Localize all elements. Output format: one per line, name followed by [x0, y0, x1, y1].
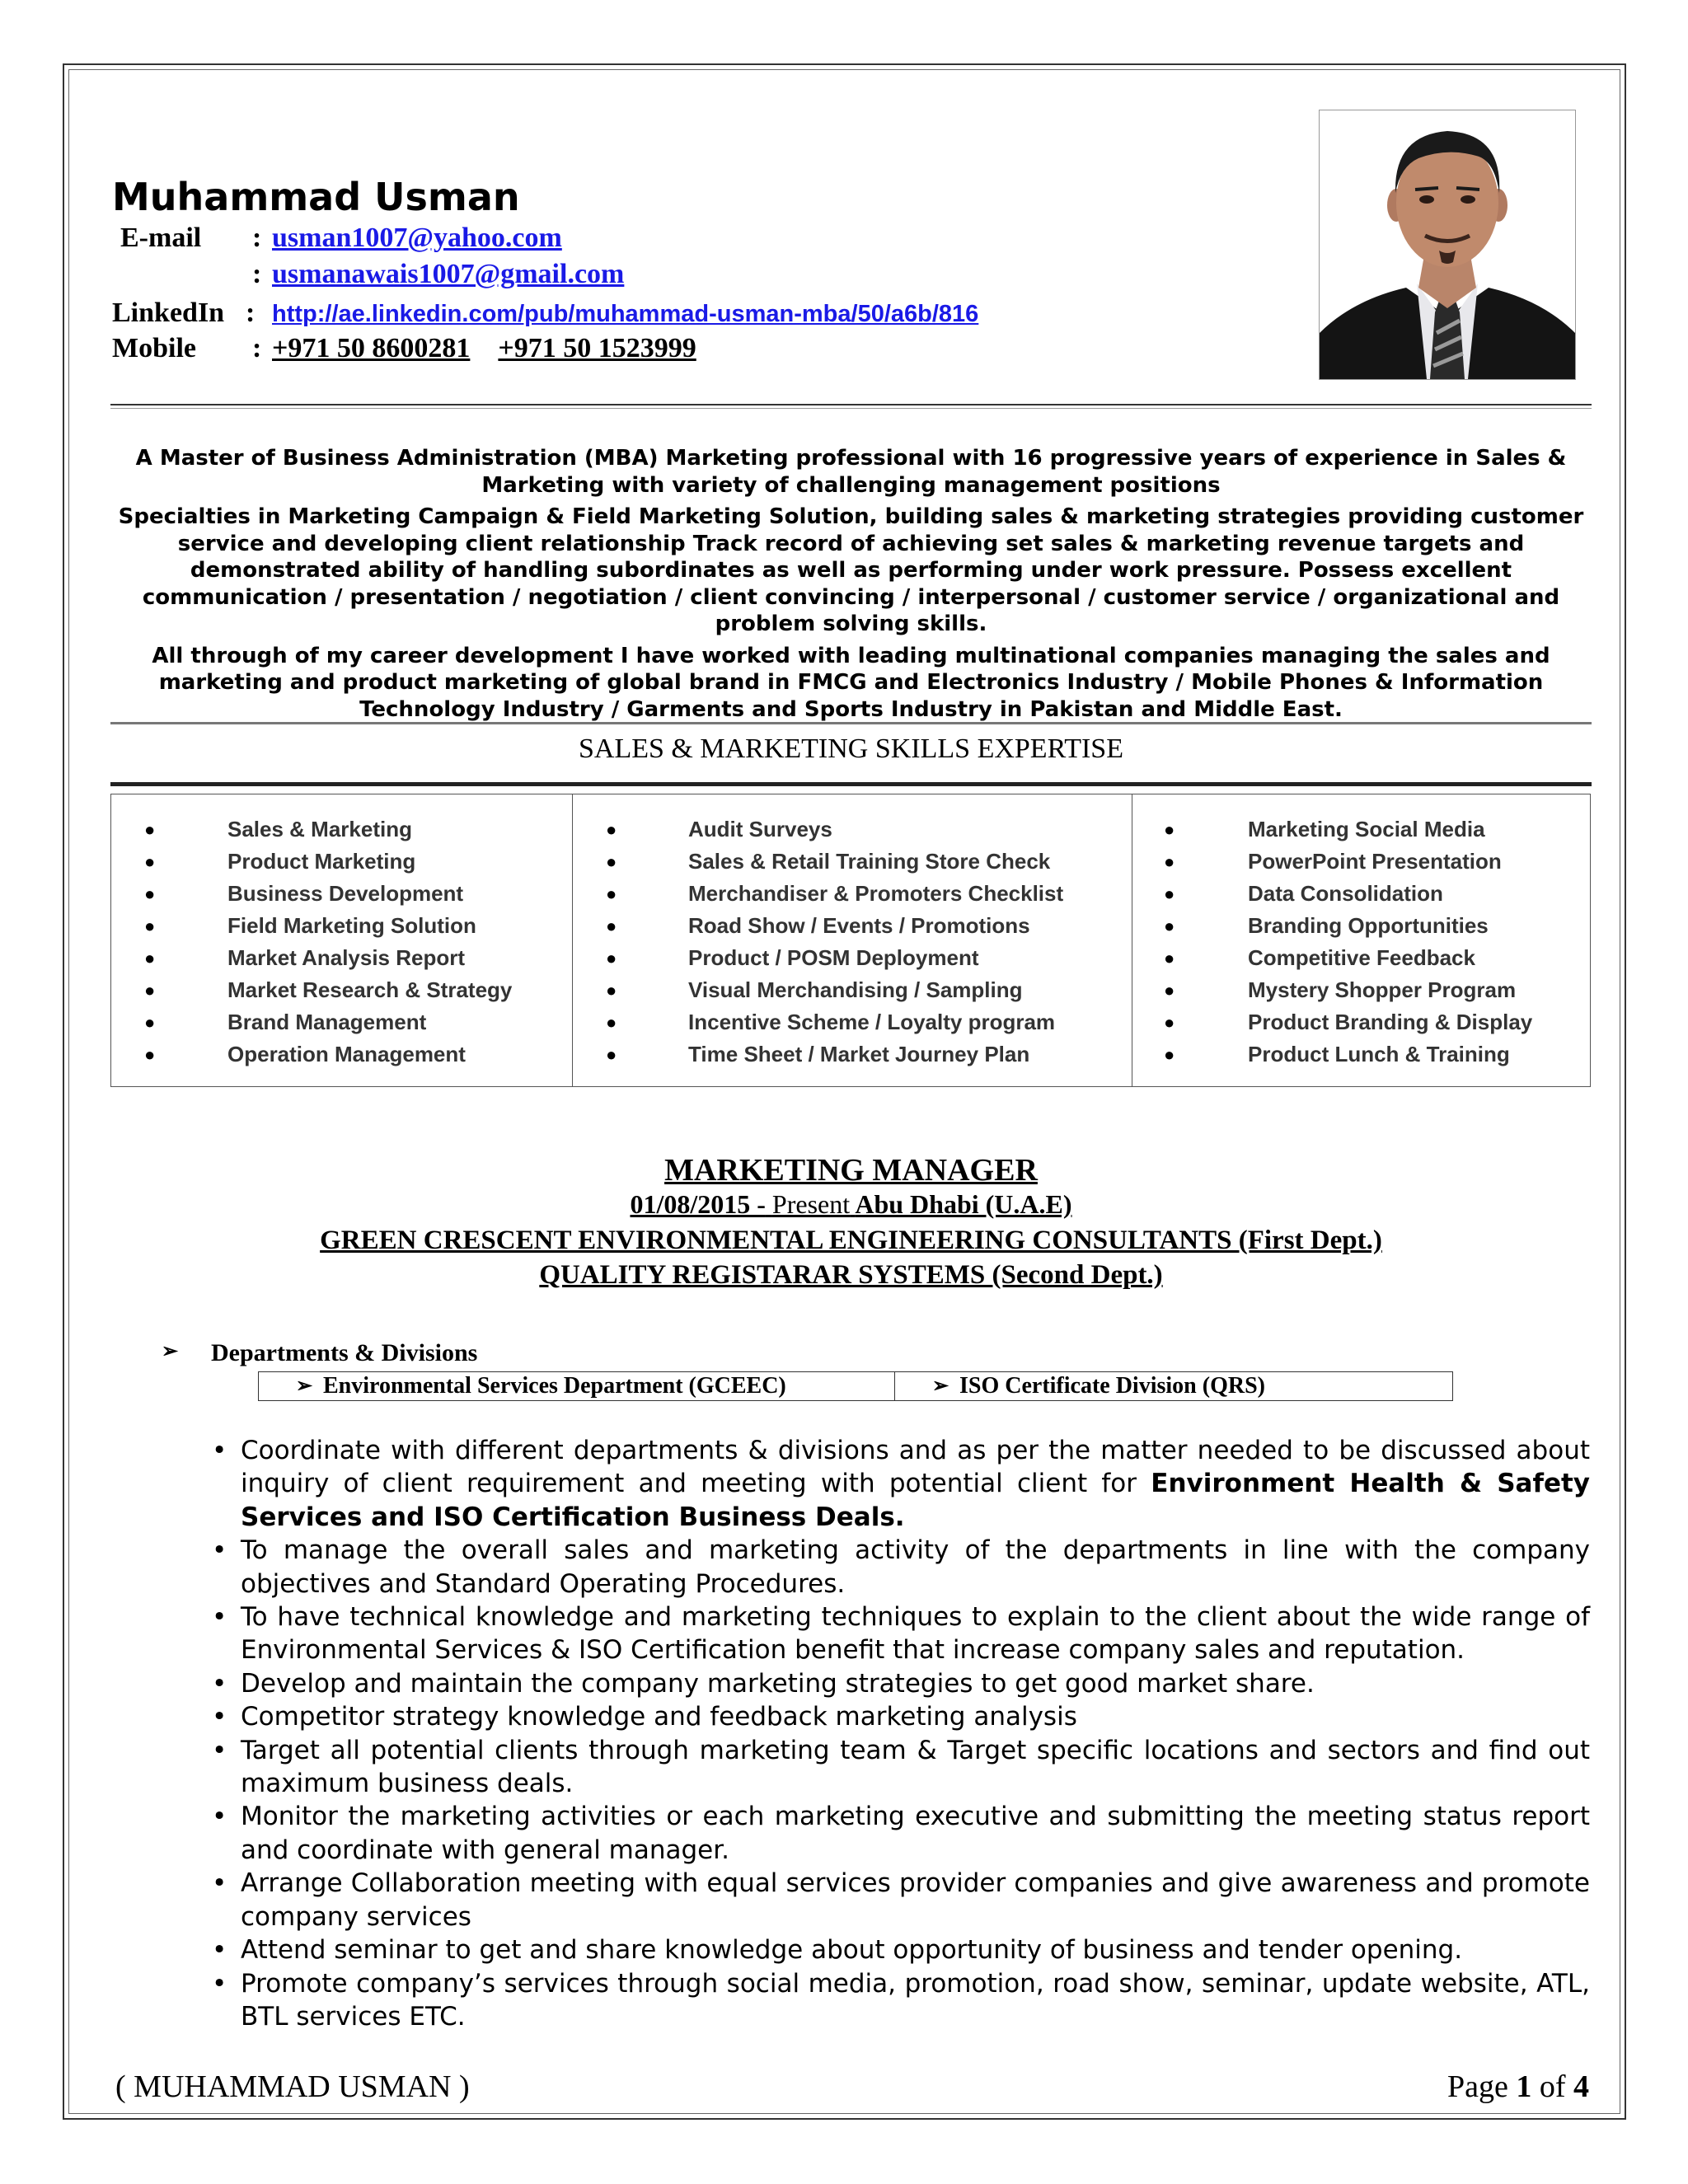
skill-item: Product Lunch & Training	[1248, 1042, 1510, 1066]
skill-item: Field Marketing Solution	[227, 913, 476, 938]
job-location: Abu Dhabi (U.A.E)	[855, 1189, 1072, 1219]
duty-text: Attend seminar to get and share knowledge about opportunity of business and tender opening.	[241, 1935, 1463, 1966]
mobile-label: Mobile	[112, 333, 196, 363]
skills-column-1	[111, 794, 572, 1086]
linkedin-link[interactable]: http://ae.linkedin.com/pub/muhammad-usman-mba/50/a6b/816	[272, 301, 979, 327]
bullet: •	[212, 1802, 227, 1832]
skill-bullet: ●	[606, 948, 617, 968]
page-number	[1447, 2069, 1589, 2105]
professional-summary	[115, 445, 1587, 723]
skill-item: Product / POSM Deployment	[688, 945, 979, 970]
skill-bullet: ●	[144, 819, 156, 840]
duty-item	[208, 1534, 1590, 1601]
skills-title-divider	[110, 782, 1592, 787]
bullet: •	[212, 1868, 227, 1899]
bullet: •	[212, 1935, 227, 1966]
skill-bullet: ●	[606, 1044, 617, 1065]
job-present: Present	[771, 1189, 851, 1219]
bullet: •	[212, 1668, 227, 1699]
of-word: of	[1539, 2069, 1566, 2104]
duty-item	[208, 1867, 1590, 1933]
duty-item	[208, 1967, 1590, 2034]
bullet: •	[212, 1735, 227, 1765]
skill-bullet: ●	[144, 1012, 156, 1033]
skill-bullet: ●	[144, 1044, 156, 1065]
duty-item	[208, 1800, 1590, 1867]
linkedin-label: LinkedIn	[112, 298, 225, 328]
page-current: 1	[1516, 2069, 1532, 2104]
duty-text: Promote company’s services through social media, promotion, road show, seminar, update website, ATL, BTL services ETC.	[241, 1968, 1590, 2032]
arrow-icon: ➢	[932, 1376, 950, 1397]
departments-heading-label: Departments & Divisions	[211, 1339, 478, 1366]
duty-text: Arrange Collaboration meeting with equal services provider companies and give awareness and promote company services	[241, 1868, 1590, 1932]
skill-bullet: ●	[144, 851, 156, 872]
colon: :	[246, 298, 256, 328]
summary-paragraph-1: A Master of Business Administration (MBA) Marketing professional with 16 progressive years of experience in Sales & Marketing with variety of challenging management positions	[135, 446, 1567, 498]
skill-item: Visual Merchandising / Sampling	[688, 977, 1023, 1002]
skill-item: Road Show / Events / Promotions	[688, 913, 1030, 938]
profile-photo-portrait	[1320, 110, 1575, 379]
skill-bullet: ●	[1164, 851, 1175, 872]
skill-bullet: ●	[144, 883, 156, 904]
skills-column-3	[1132, 794, 1590, 1086]
duty-text: Target all potential clients through marketing team & Target specific locations and sectors and find out maximum business deals.	[241, 1735, 1590, 1799]
header-divider	[110, 404, 1592, 409]
email-row-1	[112, 223, 562, 254]
bullet: •	[212, 1968, 227, 1999]
skill-bullet: ●	[1164, 980, 1175, 1001]
company-name-1: GREEN CRESCENT ENVIRONMENTAL ENGINEERING CONSULTANTS (First Dept.)	[320, 1226, 1382, 1255]
skill-item: Mystery Shopper Program	[1248, 977, 1517, 1002]
skill-bullet: ●	[606, 819, 617, 840]
duty-text: Competitor strategy knowledge and feedback marketing analysis	[241, 1702, 1077, 1732]
colon: :	[252, 333, 262, 363]
skill-item: Incentive Scheme / Loyalty program	[688, 1010, 1056, 1034]
skill-item: Operation Management	[227, 1042, 466, 1066]
skill-bullet: ●	[144, 948, 156, 968]
duty-item	[208, 1933, 1590, 1966]
duty-text: To have technical knowledge and marketing techniques to explain to the client about the wide range of Environmental Services & ISO Certification benefit that increase company sales and reputation.	[241, 1602, 1590, 1666]
skill-bullet: ●	[1164, 1044, 1175, 1065]
departments-table	[258, 1371, 1453, 1401]
duty-text: Coordinate with different departments & divisions and as per the matter needed to be discussed about inquiry of client requirement and meeting with potential client for	[241, 1436, 1590, 1499]
skill-bullet: ●	[1164, 1012, 1175, 1033]
skill-item: Product Marketing	[227, 849, 416, 874]
department-cell-1	[259, 1372, 894, 1400]
duty-item	[208, 1601, 1590, 1667]
summary-paragraph-2: Specialties in Marketing Campaign & Field Marketing Solution, building sales & marketing strategies providing customer service and developing client relationship Track record of achieving set sales & marketing revenue targets and demonstrated ability of handling subordinates as well as performing under work pressure. Possess excellent communication / presentation / negotiation / client convincing / interpersonal / customer service / organizational and problem solving skills.	[118, 504, 1584, 636]
bullet: •	[212, 1702, 227, 1732]
duty-item	[208, 1434, 1590, 1534]
profile-photo	[1319, 110, 1576, 380]
department-name-2: ISO Certificate Division (QRS)	[959, 1373, 1265, 1399]
department-cell-2	[894, 1372, 1452, 1400]
email-link-2[interactable]: usmanawais1007@gmail.com	[272, 259, 625, 289]
page-total: 4	[1573, 2069, 1589, 2104]
skill-item: Branding Opportunities	[1248, 913, 1489, 938]
skill-item: Sales & Marketing	[227, 817, 412, 841]
page-word: Page	[1447, 2069, 1508, 2104]
skill-bullet: ●	[1164, 819, 1175, 840]
colon: :	[252, 223, 262, 253]
footer-name: ( MUHAMMAD USMAN )	[115, 2069, 470, 2104]
skill-item: Market Research & Strategy	[227, 977, 513, 1002]
duty-text-bold: Environment Health & Safety Services and ISO Certification Business Deals.	[241, 1469, 1591, 1532]
job-start-date: 01/08/2015 -	[630, 1189, 766, 1219]
mobile-row	[112, 333, 724, 364]
skill-bullet: ●	[606, 916, 617, 936]
skill-item: Business Development	[227, 881, 464, 906]
email-label: E-mail	[120, 223, 202, 253]
skill-item: PowerPoint Presentation	[1248, 849, 1502, 874]
bullet: •	[212, 1602, 227, 1633]
duty-text: To manage the overall sales and marketing activity of the departments in line with the company objectives and Standard Operating Procedures.	[241, 1535, 1590, 1599]
skill-item: Marketing Social Media	[1248, 817, 1485, 841]
skill-bullet: ●	[144, 916, 156, 936]
arrow-icon: ➢	[162, 1341, 179, 1362]
skill-item: Merchandiser & Promoters Checklist	[688, 881, 1064, 906]
skill-item: Data Consolidation	[1248, 881, 1443, 906]
skill-bullet: ●	[606, 980, 617, 1001]
departments-heading	[162, 1339, 477, 1367]
colon: :	[252, 259, 262, 289]
skill-item: Brand Management	[227, 1010, 427, 1034]
bullet: •	[212, 1535, 227, 1566]
bullet: •	[212, 1436, 227, 1465]
job-dates-location	[110, 1189, 1592, 1220]
linkedin-row	[112, 298, 978, 329]
skill-item: Product Branding & Display	[1248, 1010, 1533, 1034]
department-name-1: Environmental Services Department (GCEEC)	[323, 1373, 786, 1399]
candidate-name: Muhammad Usman	[112, 175, 520, 219]
skill-item: Market Analysis Report	[227, 945, 466, 970]
duty-item	[208, 1734, 1590, 1801]
mobile-number-2: +971 50 1523999	[498, 333, 696, 363]
skills-section-title: SALES & MARKETING SKILLS EXPERTISE	[579, 733, 1123, 764]
job-title: MARKETING MANAGER	[664, 1153, 1038, 1188]
skill-bullet: ●	[606, 1012, 617, 1033]
skill-bullet: ●	[1164, 916, 1175, 936]
skill-bullet: ●	[606, 883, 617, 904]
mobile-number-1: +971 50 8600281	[272, 333, 471, 363]
email-row-2	[112, 259, 624, 290]
email-link-1[interactable]: usman1007@yahoo.com	[272, 223, 562, 253]
skill-bullet: ●	[1164, 948, 1175, 968]
skills-table	[110, 794, 1591, 1087]
duty-text: Develop and maintain the company marketing strategies to get good market share.	[241, 1668, 1315, 1699]
skill-item: Time Sheet / Market Journey Plan	[688, 1042, 1030, 1066]
summary-paragraph-3: All through of my career development I have worked with leading multinational companies managing the sales and marketing and product marketing of global brand in FMCG and Electronics Industry / Mobile Phones & Information Technology Industry / Garments and Sports Industry in Pakistan and Middle East.	[152, 643, 1550, 722]
duty-item	[208, 1667, 1590, 1700]
skill-item: Competitive Feedback	[1248, 945, 1475, 970]
skill-bullet: ●	[1164, 883, 1175, 904]
skill-item: Audit Surveys	[688, 817, 832, 841]
skill-bullet: ●	[606, 851, 617, 872]
arrow-icon: ➢	[296, 1376, 313, 1397]
job-duties-list	[208, 1434, 1590, 2033]
company-name-2: QUALITY REGISTARAR SYSTEMS (Second Dept.)	[539, 1260, 1163, 1290]
duty-text: Monitor the marketing activities or each marketing executive and submitting the meeting status report and coordinate with general manager.	[241, 1802, 1590, 1865]
duty-item	[208, 1700, 1590, 1733]
skill-item: Sales & Retail Training Store Check	[688, 849, 1051, 874]
skills-column-2	[572, 794, 1132, 1086]
skill-bullet: ●	[144, 980, 156, 1001]
summary-divider	[110, 722, 1592, 725]
